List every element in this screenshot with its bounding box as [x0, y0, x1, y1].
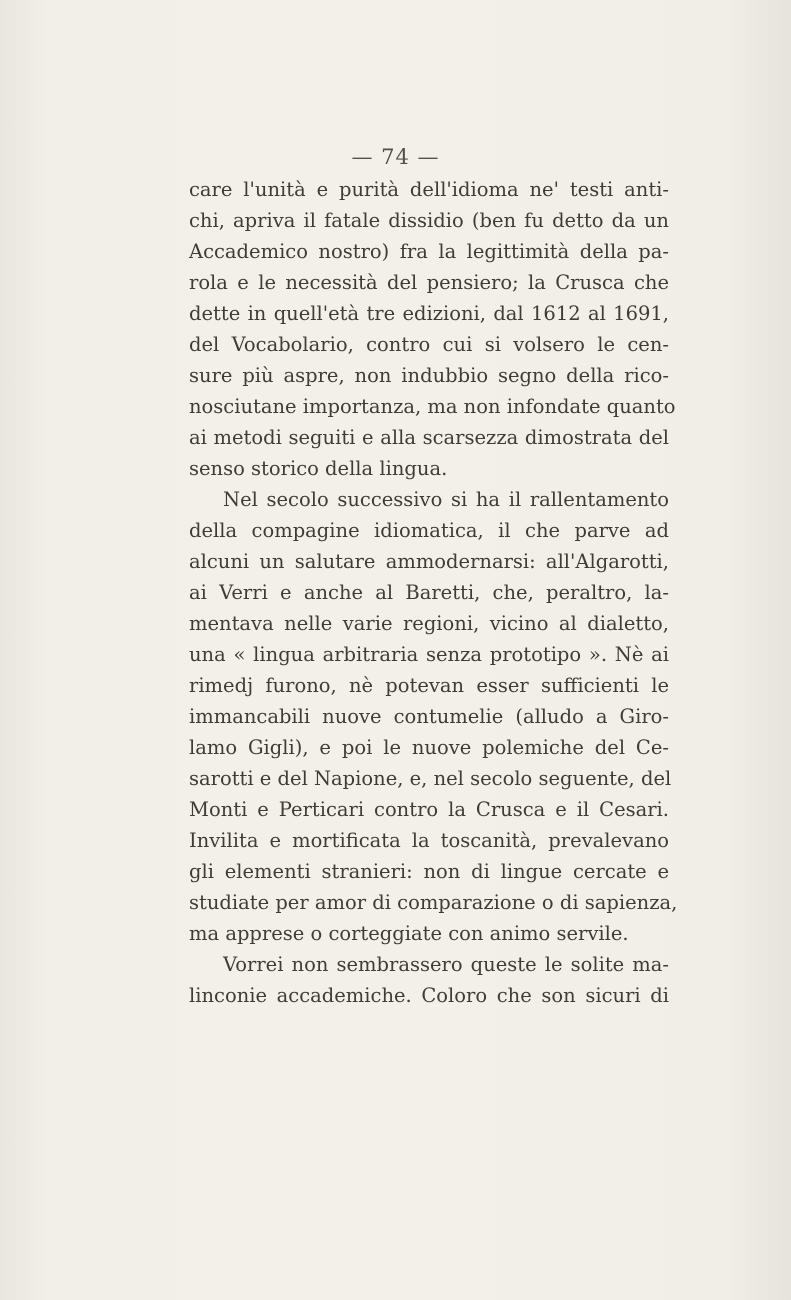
- text-line: della compagine idiomatica, il che parve ad: [189, 519, 669, 542]
- text-line: del Vocabolario, contro cui si volsero le cen-: [189, 333, 669, 356]
- text-line: Accademico nostro) fra la legittimità della pa-: [189, 240, 669, 263]
- text-line: ai Verri e anche al Baretti, che, peraltro, la-: [189, 581, 669, 604]
- text-line: nosciutane importanza, ma non infondate quanto: [189, 395, 676, 418]
- text-line: studiate per amor di comparazione o di sapienza,: [189, 891, 678, 914]
- text-line: mentava nelle varie regioni, vicino al dialetto,: [189, 612, 669, 635]
- text-line: alcuni un salutare ammodernarsi: all'Algarotti,: [189, 550, 669, 573]
- text-line: care l'unità e purità dell'idioma ne' testi anti-: [189, 178, 669, 201]
- text-line: rola e le necessità del pensiero; la Crusca che: [189, 271, 669, 294]
- text-line: chi, apriva il fatale dissidio (ben fu detto da un: [189, 209, 669, 232]
- text-line: sarotti e del Napione, e, nel secolo seguente, del: [189, 767, 672, 790]
- paragraph-end-line: senso storico della lingua.: [189, 457, 448, 480]
- text-line: lamo Gigli), e poi le nuove polemiche del Ce-: [189, 736, 669, 759]
- text-line: linconie accademiche. Coloro che son sicuri di: [189, 984, 669, 1007]
- text-line: gli elementi stranieri: non di lingue cercate e: [189, 860, 669, 883]
- text-line: rimedj furono, nè potevan esser sufficienti le: [189, 674, 669, 697]
- text-line: ai metodi seguiti e alla scarsezza dimostrata del: [189, 426, 669, 449]
- text-line: Invilita e mortificata la toscanità, prevalevano: [189, 829, 669, 852]
- text-line: immancabili nuove contumelie (alludo a Giro-: [189, 705, 669, 728]
- paragraph-end-line: ma apprese o corteggiate con animo servile.: [189, 922, 629, 945]
- text-line: dette in quell'età tre edizioni, dal 1612 al 1691,: [189, 302, 669, 325]
- text-line: Monti e Perticari contro la Crusca e il Cesari.: [189, 798, 669, 821]
- text-line: sure più aspre, non indubbio segno della rico-: [189, 364, 669, 387]
- body-text: [189, 174, 678, 1011]
- paragraph-start-line: Nel secolo successivo si ha il rallentamento: [223, 488, 669, 511]
- page-number: — 74 —: [351, 145, 440, 169]
- text-line: una « lingua arbitraria senza prototipo ». Nè ai: [189, 643, 669, 666]
- paragraph-start-line: Vorrei non sembrassero queste le solite ma-: [223, 953, 669, 976]
